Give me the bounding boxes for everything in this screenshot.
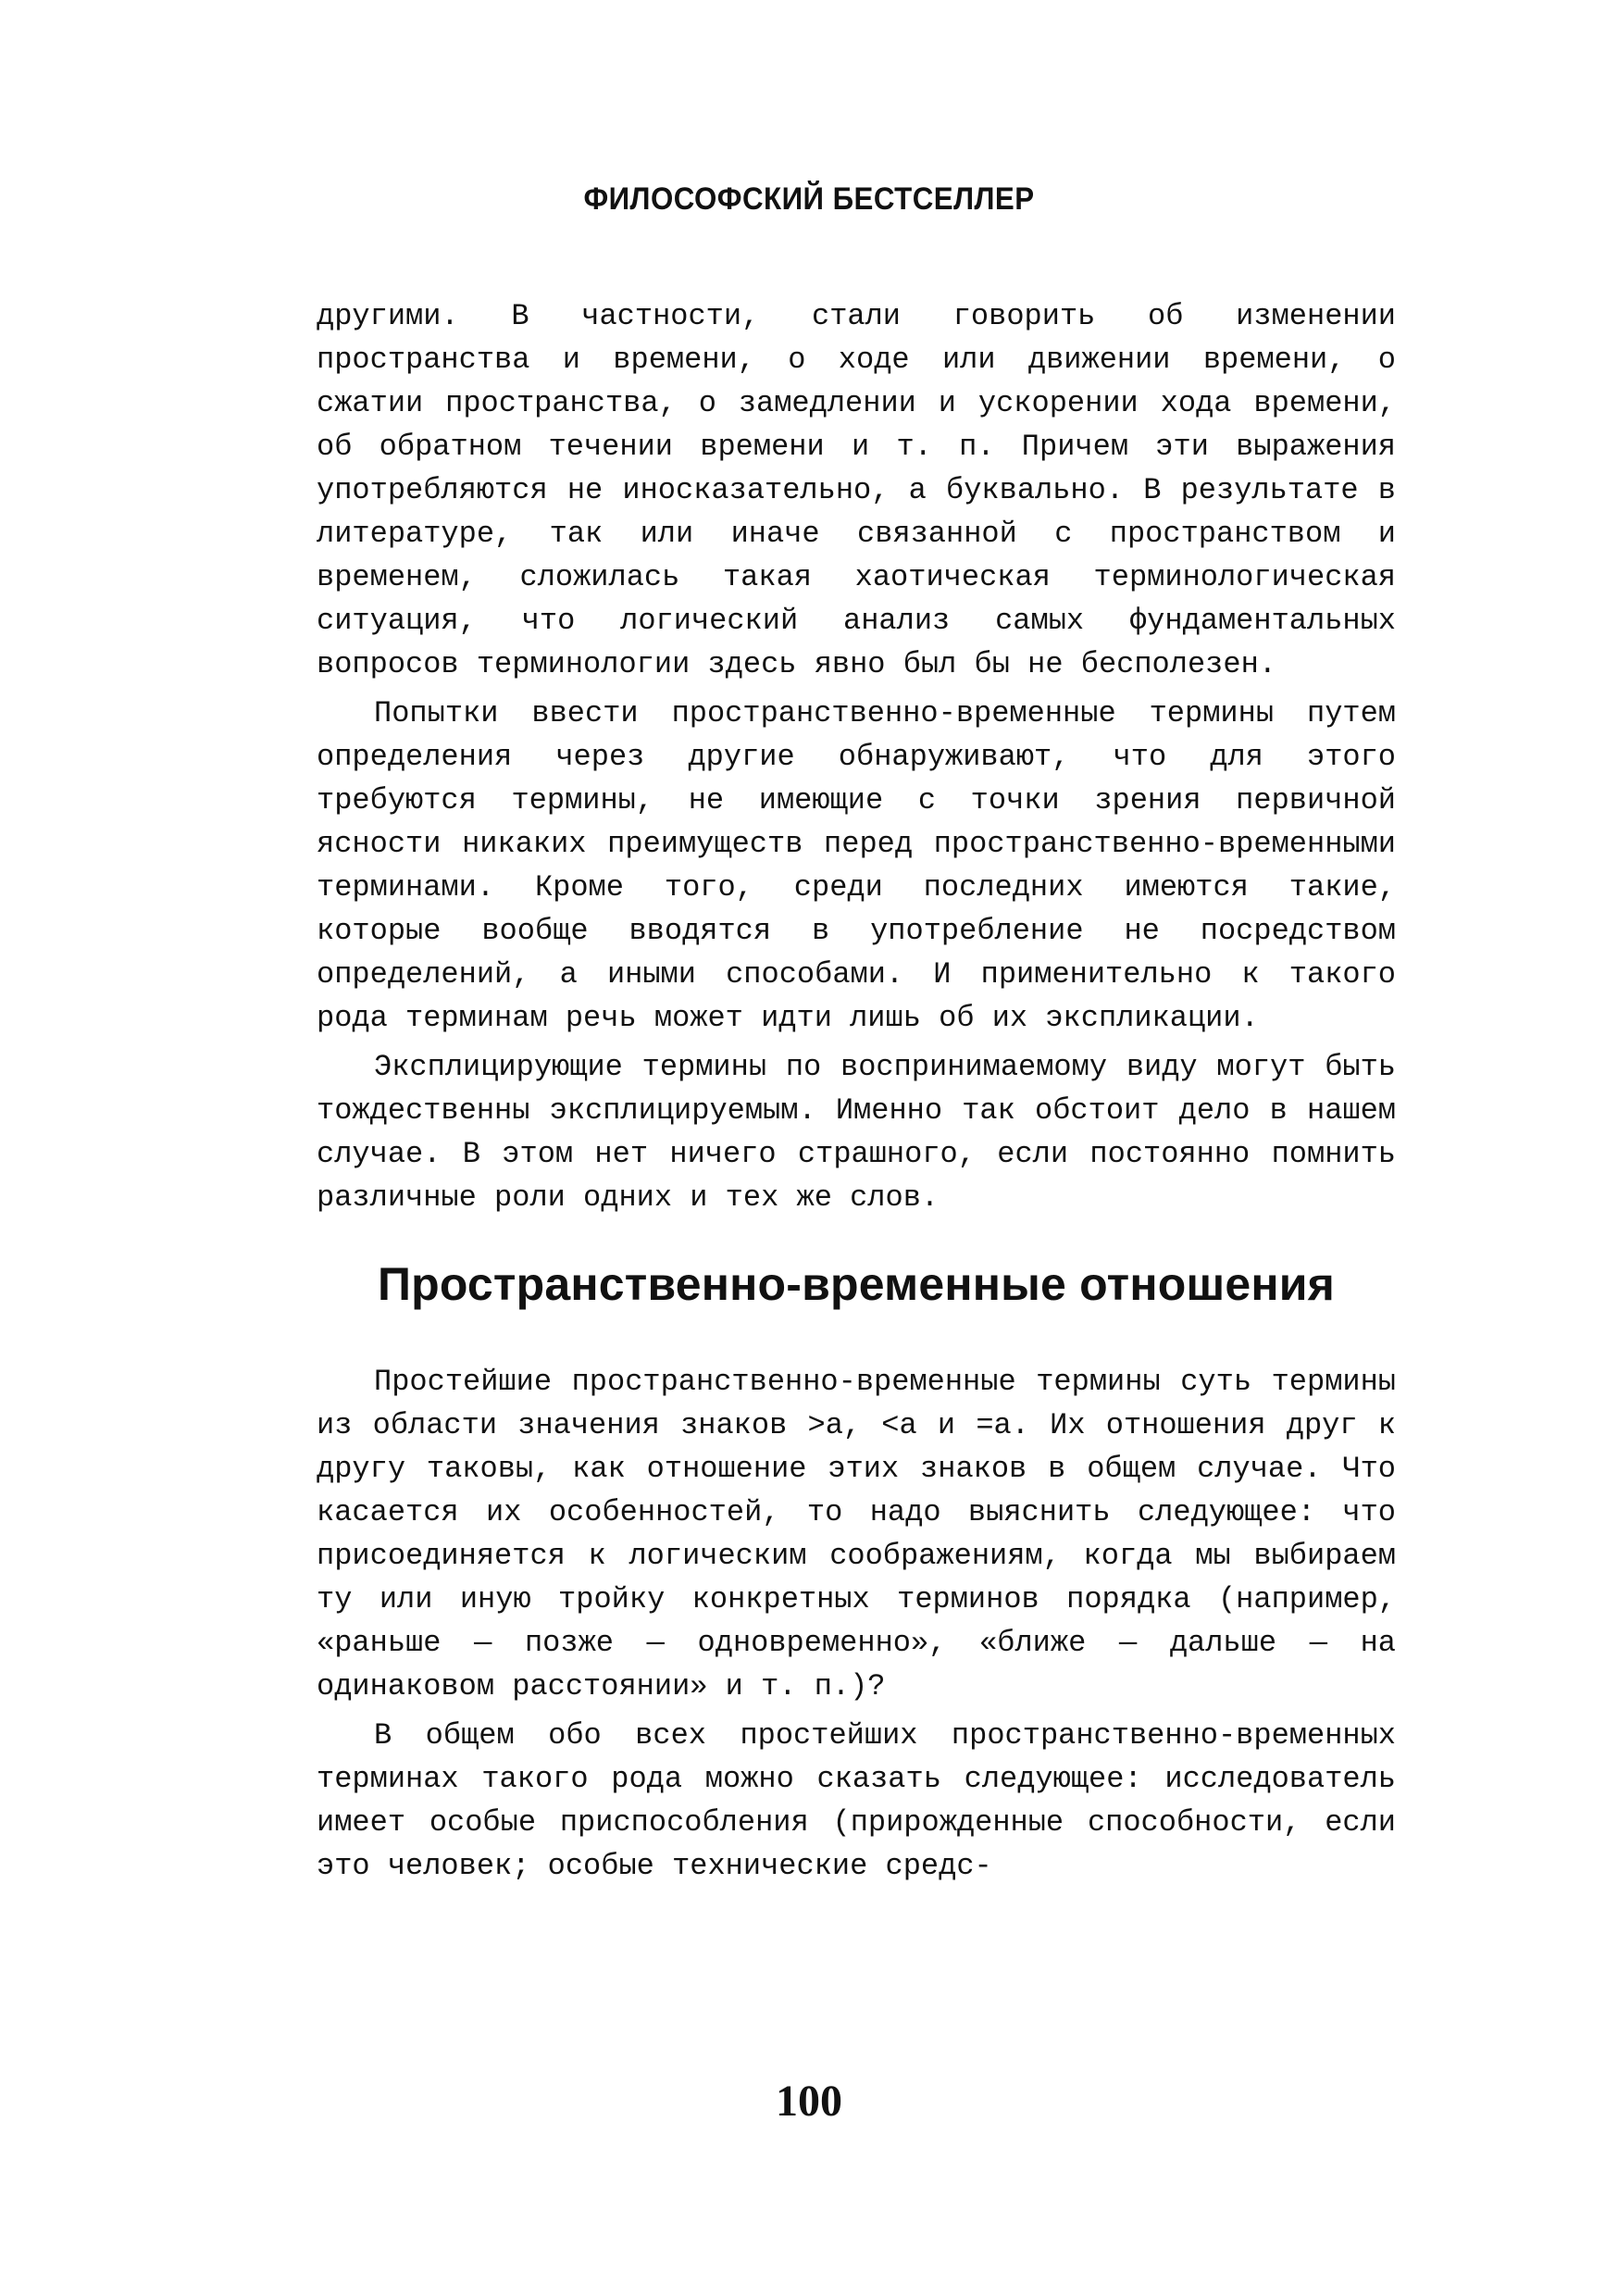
running-head: ФИЛОСОФСКИЙ БЕСТСЕЛЛЕР bbox=[583, 181, 1035, 217]
section-heading: Пространственно-временные отношения bbox=[377, 1258, 1336, 1310]
paragraph: Попытки ввести пространственно-временные термины путем определения через другие обнаруживают, что для этого требуются термины, не имеющие с точки зрения первичной ясности никаких преимуществ перед пространственно-временными терминами. Кроме того, среди последних имеются такие, которые вообще вводятся в употребление не посредством определений, а иными способами. И применительно к такого рода терминам речь может идти лишь об их экспликации. bbox=[317, 696, 1396, 1035]
paragraph: Эксплицирующие термины по воспринимаемому виду могут быть тождественны эксплицируемым. Именно так обстоит дело в нашем случае. В этом нет ничего страшного, если постоянно помнить различные роли одних и тех же слов. bbox=[317, 1050, 1396, 1215]
page-number: 100 bbox=[776, 2077, 842, 2126]
paragraph: В общем обо всех простейших пространственно-временных терминах такого рода можно сказать следующее: исследователь имеет особые приспособления (прирожденные способности, если это человек; особые технические средс- bbox=[317, 1718, 1396, 1883]
paragraph: Простейшие пространственно-временные термины суть термины из области значения знаков >a, <a и =a. Их отношения друг к другу таковы, как отношение этих знаков в общем случае. Что касается их особенностей, то надо выяснить следующее: что присоединяется к логическим соображениям, когда мы выбираем ту или иную тройку конкретных терминов порядка (например, «раньше — позже — одновременно», «ближе — дальше — на одинаковом расстоянии» и т. п.)? bbox=[317, 1365, 1396, 1703]
paragraph: другими. В частности, стали говорить об изменении пространства и времени, о ходе или движении времени, о сжатии пространства, о замедлении и ускорении хода времени, об обратном течении времени и т. п. Причем эти выражения употребляются не иносказательно, а буквально. В результате в литературе, так или иначе связанной с пространством и временем, сложилась такая хаотическая терминологическая ситуация, что логический анализ самых фундаментальных вопросов терминологии здесь явно был бы не бесполезен. bbox=[317, 299, 1396, 681]
body-text bbox=[317, 294, 1396, 1893]
